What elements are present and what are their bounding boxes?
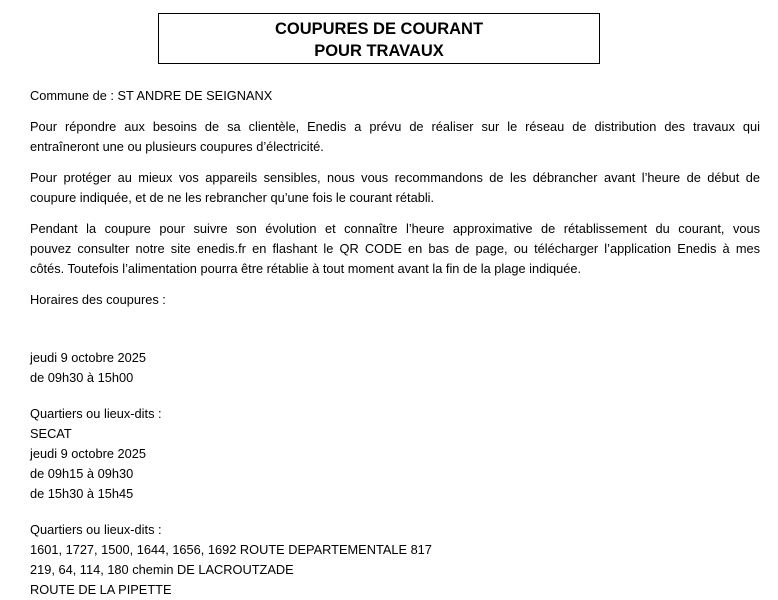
quartiers-2-place-2: 219, 64, 114, 180 chemin DE LACROUTZADE xyxy=(30,562,294,577)
coupure-1-time: de 09h30 à 15h00 xyxy=(30,370,134,385)
title-line-1: COUPURES DE COURANT xyxy=(274,20,484,38)
commune-line xyxy=(30,86,760,106)
commune-text: Commune de : ST ANDRE DE SEIGNANX xyxy=(30,88,273,103)
paragraph-1-line-2: entraîneront une ou plusieurs coupures d’électricité. xyxy=(30,139,324,154)
horaires-label: Horaires des coupures : xyxy=(30,292,166,307)
paragraph-3-line-3: côtés. Toutefois l’alimentation pourra être rétablie à tout moment avant la fin de la plage indiquée. xyxy=(30,261,582,276)
coupure-2-time-1: de 09h15 à 09h30 xyxy=(30,466,134,481)
paragraph-3-line-2: pouvez consulter notre site enedis.fr en flashant le QR CODE en bas de page, ou télécharger l’application Enedis à mes xyxy=(30,241,760,256)
quartiers-1-label: Quartiers ou lieux-dits : xyxy=(30,406,162,421)
title-box xyxy=(158,13,600,64)
quartiers-2 xyxy=(30,520,760,600)
spacer xyxy=(30,504,760,520)
paragraph-2-line-1: Pour protéger au mieux vos appareils sensibles, nous vous recommandons de les débrancher avant l’heure de début de xyxy=(30,170,760,185)
coupure-2-time-2: de 15h30 à 15h45 xyxy=(30,486,134,501)
quartiers-2-place-3: ROUTE DE LA PIPETTE xyxy=(30,582,172,597)
coupure-2-date: jeudi 9 octobre 2025 xyxy=(30,446,146,461)
paragraph-1 xyxy=(30,117,760,157)
title-line-2: POUR TRAVAUX xyxy=(314,42,444,60)
quartiers-2-label: Quartiers ou lieux-dits : xyxy=(30,522,162,537)
spacer xyxy=(30,388,760,404)
paragraph-2 xyxy=(30,168,760,208)
coupure-2 xyxy=(30,444,760,504)
paragraph-2-line-2: coupure indiquée, et de ne les rebrancher qu’une fois le courant rétabli. xyxy=(30,190,435,205)
paragraph-1-line-1: Pour répondre aux besoins de sa clientèle, Enedis a prévu de réaliser sur le réseau de distribution des travaux qui xyxy=(30,119,760,134)
quartiers-1 xyxy=(30,404,760,444)
paragraph-3-line-1: Pendant la coupure pour suivre son évolution et connaître l’heure approximative de rétablissement du courant, vous xyxy=(30,221,760,236)
spacer xyxy=(30,310,760,348)
document-body xyxy=(30,86,760,600)
quartiers-2-place-1: 1601, 1727, 1500, 1644, 1656, 1692 ROUTE DEPARTEMENTALE 817 xyxy=(30,542,432,557)
quartiers-1-place: SECAT xyxy=(30,426,72,441)
coupure-1 xyxy=(30,348,760,388)
coupure-1-date: jeudi 9 octobre 2025 xyxy=(30,350,146,365)
paragraph-3 xyxy=(30,219,760,279)
